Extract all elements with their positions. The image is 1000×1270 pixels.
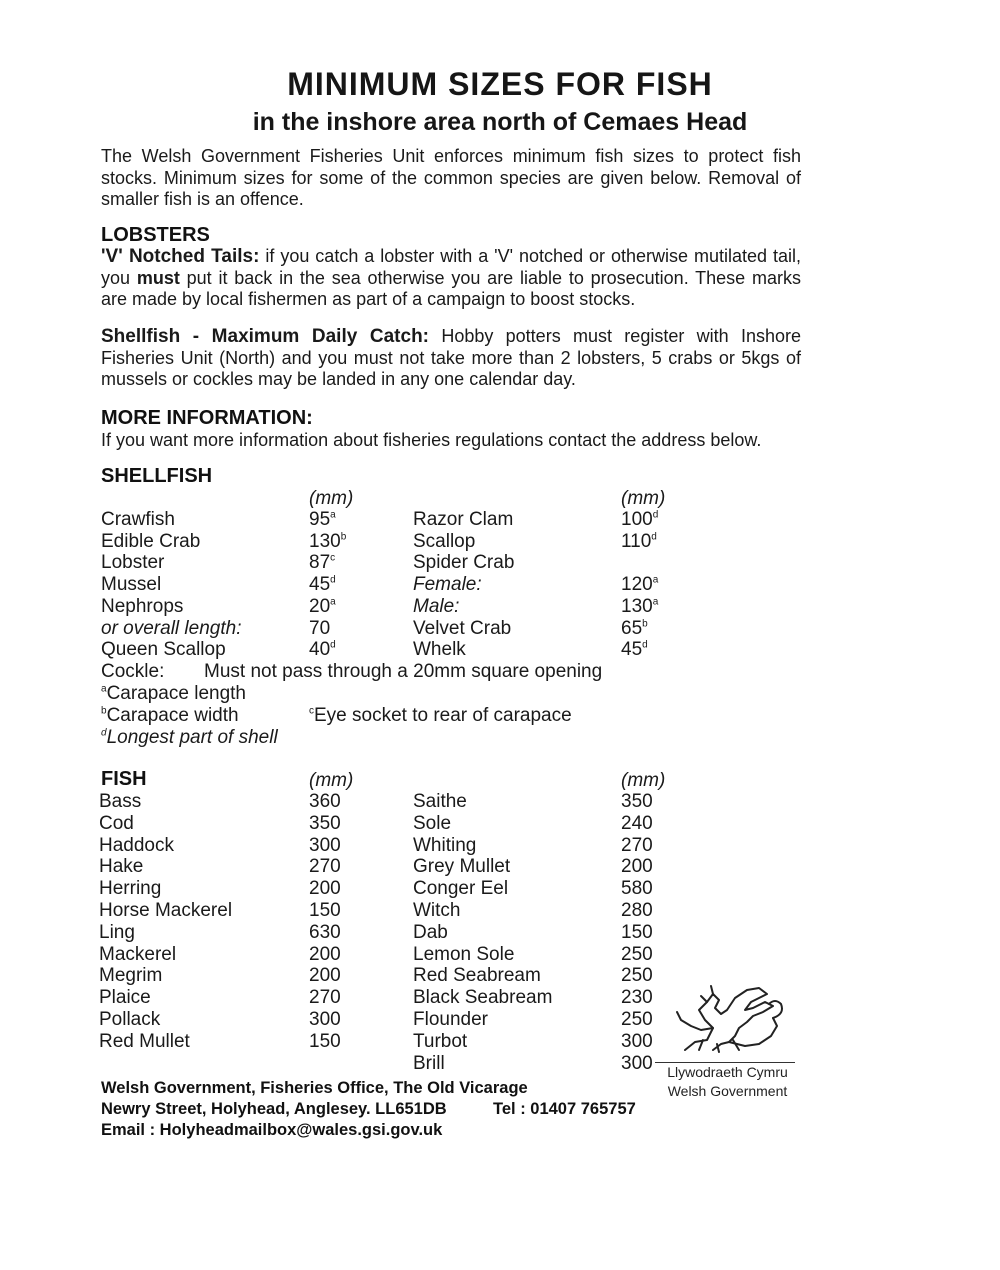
shellfish-size: 40$^d$: [309, 639, 336, 661]
shellfish-size: 87$^c$: [309, 552, 336, 574]
fish-name: Bass: [99, 791, 142, 812]
lobsters-heading: LOBSTERS: [101, 224, 210, 246]
shellfish-name: Queen Scallop: [101, 639, 226, 661]
shellfish-size: 70: [309, 617, 331, 639]
shellfish-size: 100$^d$: [621, 509, 659, 530]
fish-name: Black Seabream: [413, 987, 553, 1009]
cockle-rule: Must not pass through a 20mm square opening: [204, 661, 603, 682]
shellfish-name: Spider Crab: [413, 552, 515, 574]
welsh-dragon-icon: [655, 980, 795, 1063]
fish-size: 360: [309, 791, 341, 812]
shellfish-name: Edible Crab: [101, 530, 201, 552]
fish-size: 280: [621, 900, 653, 921]
fish-heading: FISH: [101, 768, 147, 790]
page-subtitle: in the inshore area north of Cemaes Head: [252, 108, 748, 136]
vnotch-must: must: [136, 267, 180, 288]
logo-divider: [655, 1062, 795, 1063]
fish-name: Herring: [99, 878, 162, 900]
shellfish-name: Nephrops: [101, 595, 184, 617]
shellfish-name: Mussel: [101, 574, 162, 596]
fish-name: Sole: [413, 812, 452, 834]
fish-size: 230: [621, 987, 653, 1009]
fish-size: 150: [309, 900, 341, 921]
fish-name: Red Mullet: [99, 1030, 190, 1052]
fish-unit-left: (mm): [309, 770, 354, 791]
more-info-text: If you want more information about fisheries regulations contact the address below.: [101, 430, 762, 450]
shellfish-size: 20$^a$: [309, 595, 336, 617]
daily-catch-paragraph: [101, 326, 801, 391]
shellfish-name: Female:: [413, 574, 482, 596]
contact-address-line1: Welsh Government, Fisheries Office, The Old Vicarage: [101, 1079, 528, 1097]
shellfish-size: 130$^b$: [309, 530, 347, 552]
fish-size: 250: [621, 943, 653, 965]
contact-email: Email : Holyheadmailbox@wales.gsi.gov.uk: [101, 1121, 443, 1139]
fish-size: 150: [621, 921, 653, 943]
footnote-a: $^a$Carapace length: [101, 683, 246, 704]
fish-size: 150: [309, 1030, 341, 1052]
shellfish-name: or overall length:: [101, 617, 242, 639]
shellfish-name: Razor Clam: [413, 509, 514, 530]
fish-name: Plaice: [99, 987, 151, 1009]
fish-size: 270: [621, 834, 653, 856]
contact-address-line2: Newry Street, Holyhead, Anglesey. LL651DB: [101, 1100, 447, 1118]
vnotch-paragraph: [101, 246, 801, 311]
fish-size: 300: [309, 1009, 341, 1030]
fish-size: 250: [621, 1009, 653, 1030]
shellfish-size: 110$^d$: [621, 530, 657, 552]
shellfish-size: 95$^a$: [309, 509, 336, 530]
cockle-label: Cockle:: [101, 661, 165, 682]
shellfish-unit-left: (mm): [309, 488, 354, 509]
fish-name: Megrim: [99, 965, 163, 987]
fish-size: 200: [621, 856, 653, 878]
vnotch-text-2: put it back in the sea otherwise you are liable to prosecution. These marks are made by local fishermen as part of a campaign to boost stocks.: [101, 267, 801, 309]
fish-size: 270: [309, 987, 341, 1009]
fish-size: 200: [309, 878, 341, 900]
fish-name: Red Seabream: [413, 965, 541, 987]
fish-name: Saithe: [413, 791, 467, 812]
shellfish-size: 130$^a$: [621, 595, 659, 617]
fish-size: 200: [309, 943, 341, 965]
shellfish-name: Scallop: [413, 530, 476, 552]
shellfish-size: 65$^b$: [621, 617, 648, 639]
footnote-d: $^d$Longest part of shell: [101, 727, 278, 748]
fish-name: Horse Mackerel: [99, 900, 233, 921]
fish-name: Haddock: [99, 834, 174, 856]
vnotch-label: 'V' Notched Tails:: [101, 246, 260, 267]
intro-paragraph: The Welsh Government Fisheries Unit enforces minimum fish sizes to protect fish stocks. Minimum sizes for some of the common species are given below. Removal of smaller fish is an offence.: [101, 146, 801, 209]
shellfish-size: 45$^d$: [309, 574, 336, 596]
fish-size: 580: [621, 878, 653, 900]
daily-catch-label: Shellfish - Maximum Daily Catch:: [101, 326, 430, 347]
fish-name: Ling: [99, 921, 135, 943]
fish-size: 630: [309, 921, 341, 943]
fish-size: 200: [309, 965, 341, 987]
fish-name: Pollack: [99, 1009, 161, 1030]
fish-name: Brill: [413, 1052, 445, 1074]
fish-size: 240: [621, 812, 653, 834]
fish-name: Grey Mullet: [413, 856, 511, 878]
shellfish-name: Whelk: [413, 639, 466, 661]
fish-name: Lemon Sole: [413, 943, 515, 965]
fish-size: 250: [621, 965, 653, 987]
contact-phone: Tel : 01407 765757: [493, 1100, 636, 1118]
vnotch-text-1: if you catch a lobster with a 'V' notched or otherwise mutilated tail, you: [101, 246, 802, 288]
fish-size: 350: [621, 791, 653, 812]
fish-name: Whiting: [413, 834, 477, 856]
footnote-c: $^c$Eye socket to rear of carapace: [309, 705, 572, 726]
shellfish-unit-right: (mm): [621, 488, 666, 509]
fish-unit-right: (mm): [621, 770, 666, 791]
shellfish-name: Male:: [413, 595, 460, 617]
footnote-b: $^b$Carapace width: [101, 705, 239, 726]
daily-catch-text: Hobby potters must register with Inshore Fisheries Unit (North) and you must not take more than 2 lobsters, 5 crabs or 5kgs of mussels or cockles may be landed in any one calendar day.: [101, 326, 801, 389]
page-title: MINIMUM SIZES FOR FISH: [287, 66, 713, 102]
fish-name: Dab: [413, 921, 448, 943]
fish-name: Flounder: [413, 1009, 488, 1030]
shellfish-name: Lobster: [101, 552, 165, 574]
fish-name: Conger Eel: [413, 878, 509, 900]
fish-name: Witch: [413, 900, 461, 921]
fish-size: 300: [309, 834, 341, 856]
shellfish-size: 45$^d$: [621, 639, 648, 661]
fish-size: 300: [621, 1030, 653, 1052]
fish-name: Hake: [99, 856, 144, 878]
more-info-heading: MORE INFORMATION:: [101, 407, 313, 429]
fish-size: 270: [309, 856, 341, 878]
logo-welsh-name: Llywodraeth Cymru: [667, 1064, 788, 1080]
shellfish-size: 120$^a$: [621, 574, 659, 596]
shellfish-heading: SHELLFISH: [101, 465, 213, 487]
fish-size: 350: [309, 812, 341, 834]
shellfish-name: Velvet Crab: [413, 617, 512, 639]
fish-name: Turbot: [413, 1030, 468, 1052]
fish-size: 300: [621, 1052, 653, 1074]
shellfish-name: Crawfish: [101, 509, 175, 530]
fish-name: Mackerel: [99, 943, 177, 965]
logo-english-name: Welsh Government: [667, 1083, 788, 1099]
fish-name: Cod: [99, 812, 134, 834]
